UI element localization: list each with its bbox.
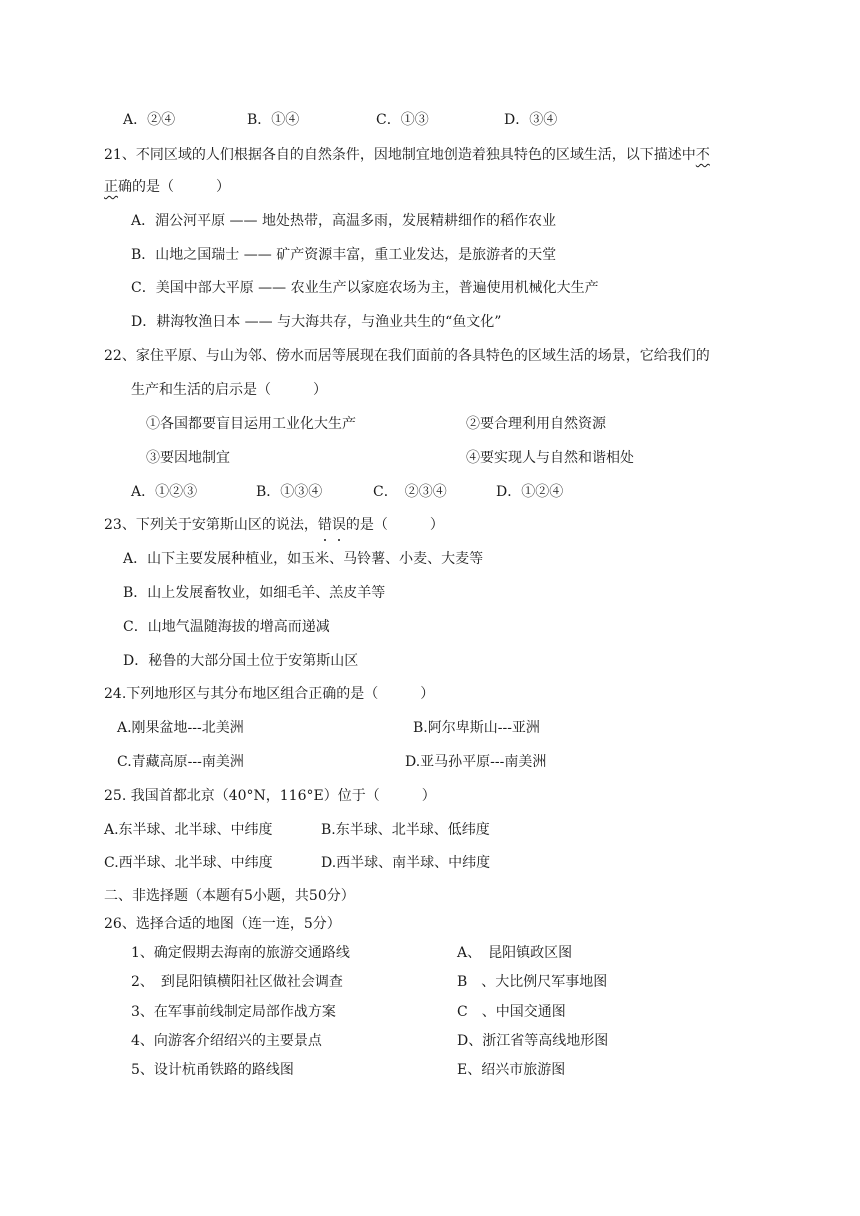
- q22-stem-line1: 22、家住平原、与山为邻、傍水而居等展现在我们面前的各具特色的区域生活的场景，它给我们的: [104, 348, 710, 364]
- q21-option-d: D．耕海牧渔日本 —— 与大海共存，与渔业共生的“鱼文化”: [131, 314, 502, 330]
- q25-option-b: B.东半球、北半球、低纬度: [321, 822, 490, 838]
- q21-option-a: A．湄公河平原 —— 地处热带，高温多雨，发展精耕细作的稻作农业: [131, 213, 557, 229]
- q20-option-d: D．③④: [504, 112, 558, 128]
- q20-option-c: C．①③: [376, 112, 429, 128]
- q26-left-item-2: 2、 到昆阳镇横阳社区做社会调查: [131, 974, 343, 990]
- q21-emphasis-zheng: 正: [104, 179, 118, 195]
- q21-option-b: B．山地之国瑞士 —— 矿产资源丰富，重工业发达，是旅游者的天堂: [131, 247, 557, 263]
- q20-option-b: B．①④: [247, 112, 300, 128]
- q26-right-item-e: E、绍兴市旅游图: [457, 1062, 566, 1078]
- q26-right-item-b: B 、大比例尺军事地图: [457, 974, 608, 990]
- q21-stem-text: 21、不同区域的人们根据各自的自然条件，因地制宜地创造着独具特色的区域生活，以下描述中: [104, 147, 696, 163]
- q23-option-c: C．山地气温随海拔的增高而递减: [123, 619, 330, 635]
- q21-stem-line1: [104, 145, 710, 165]
- q22-item-4: ④要实现人与自然和谐相处: [466, 450, 634, 466]
- q25-option-d: D.西半球、南半球、中纬度: [321, 855, 491, 871]
- q23-stem: [104, 515, 444, 535]
- q23-stem-text: 23、下列关于安第斯山区的说法，: [104, 517, 318, 533]
- q23-option-b: B．山上发展畜牧业，如细毛羊、羔皮羊等: [123, 585, 386, 601]
- q24-option-c: C.青藏高原---南美洲: [117, 754, 244, 770]
- q22-item-1: ①各国都要盲目运用工业化大生产: [146, 416, 356, 432]
- q22-item-2: ②要合理利用自然资源: [466, 416, 606, 432]
- q26-right-item-a: A、 昆阳镇政区图: [457, 945, 573, 961]
- q24-option-d: D.亚马孙平原---南美洲: [405, 754, 547, 770]
- q22-stem-line2: 生产和生活的启示是（ ）: [131, 382, 327, 398]
- q23-emphasis-wu: 误: [331, 517, 346, 533]
- q22-item-3: ③要因地制宜: [146, 450, 230, 466]
- q22-option-b: B．①③④: [256, 484, 323, 500]
- q22-option-d: D．①②④: [496, 484, 564, 500]
- q22-option-a: A．①②③: [131, 484, 198, 500]
- q26-right-item-c: C 、中国交通图: [457, 1004, 566, 1020]
- q22-option-c: C． ②③④: [373, 484, 447, 500]
- q26-left-item-5: 5、设计杭甬铁路的路线图: [131, 1062, 294, 1078]
- q24-option-b: B.阿尔卑斯山---亚洲: [413, 720, 540, 736]
- q21-option-c: C．美国中部大平原 —— 农业生产以家庭农场为主，普遍使用机械化大生产: [131, 280, 599, 296]
- q26-left-item-1: 1、确定假期去海南的旅游交通路线: [131, 945, 350, 961]
- q23-emphasis-cuo: 错: [317, 517, 332, 533]
- q23-stem-text-2: 的是（ ）: [345, 517, 444, 533]
- q21-stem-line2: [104, 177, 230, 197]
- q24-option-a: A.刚果盆地---北美洲: [117, 720, 244, 736]
- q26-right-item-d: D、浙江省等高线地形图: [457, 1033, 609, 1049]
- q23-option-a: A．山下主要发展种植业，如玉米、马铃薯、小麦、大麦等: [123, 551, 484, 567]
- q25-option-c: C.西半球、北半球、中纬度: [104, 855, 273, 871]
- q24-stem: 24.下列地形区与其分布地区组合正确的是（ ）: [104, 686, 435, 702]
- q26-stem: 26、选择合适的地图（连一连，5分）: [104, 916, 341, 932]
- q20-option-a: A．②④: [123, 112, 176, 128]
- q26-left-item-4: 4、向游客介绍绍兴的主要景点: [131, 1033, 322, 1049]
- q26-left-item-3: 3、在军事前线制定局部作战方案: [131, 1004, 336, 1020]
- q25-stem: 25. 我国首都北京（40°N，116°E）位于（ ）: [104, 788, 436, 804]
- q25-option-a: A.东半球、北半球、中纬度: [104, 822, 273, 838]
- q21-emphasis-bu: 不: [695, 147, 710, 163]
- section-heading: 二、非选择题（本题有5小题，共50分）: [104, 888, 355, 904]
- q21-stem-text-2: 确的是（ ）: [118, 179, 230, 195]
- q23-option-d: D．秘鲁的大部分国土位于安第斯山区: [123, 653, 359, 669]
